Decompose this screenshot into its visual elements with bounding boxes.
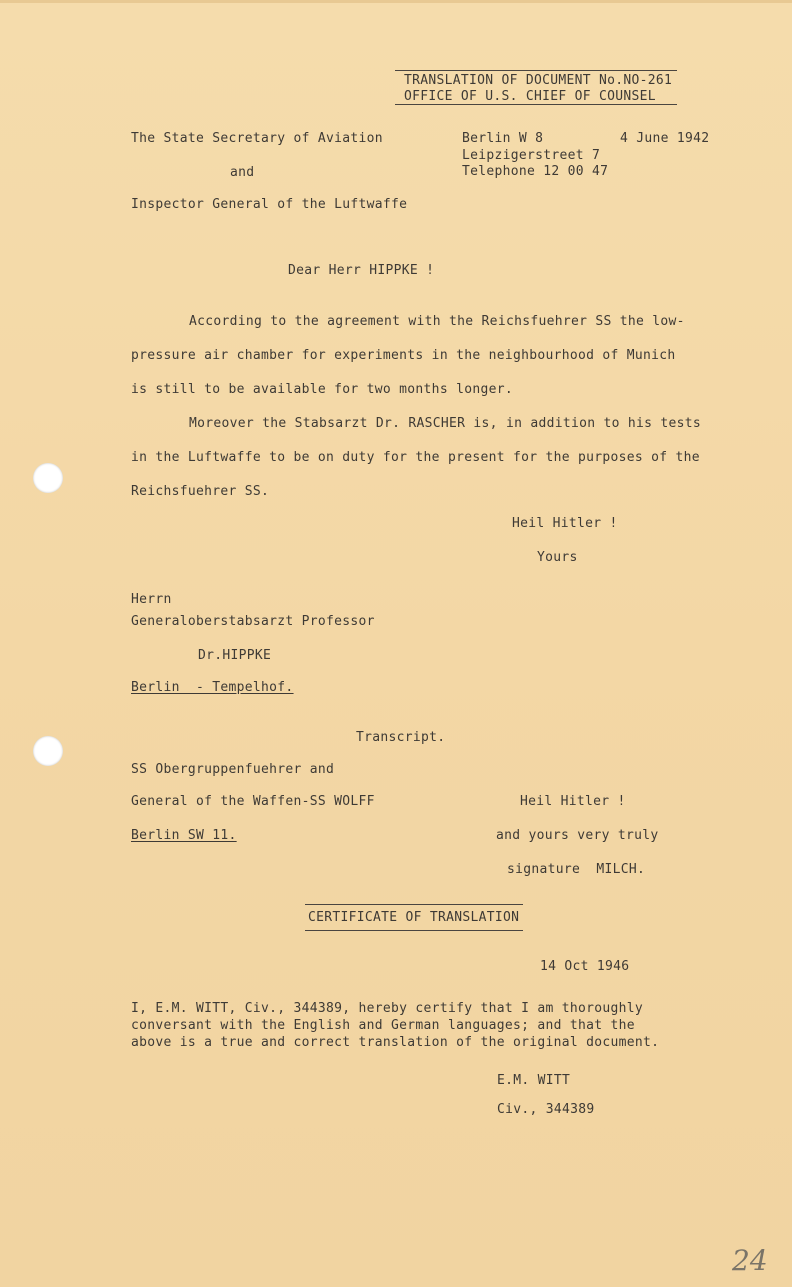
closing-yours: Yours — [537, 550, 578, 565]
address-street: Leipzigerstreet 7 — [462, 148, 601, 163]
closing2-greeting: Heil Hitler ! — [520, 794, 626, 809]
certificate-bottom-rule — [305, 930, 523, 931]
body-p1-line-2: pressure air chamber for experiments in the neighbourhood of Munich — [131, 348, 676, 363]
punch-hole-bottom — [33, 736, 63, 766]
address-city: Berlin W 8 — [462, 131, 544, 146]
header-top-rule — [395, 70, 677, 71]
body-p2-line-2: in the Luftwaffe to be on duty for the present for the purposes of the — [131, 450, 700, 465]
certificate-signer-id: Civ., 344389 — [497, 1102, 595, 1117]
sender-line-2: and — [230, 165, 255, 180]
certificate-text-line-1: I, E.M. WITT, Civ., 344389, hereby certify that I am thoroughly — [131, 1001, 643, 1016]
body-p1-line-1: According to the agreement with the Reichsfuehrer SS the low- — [189, 314, 685, 329]
copy-to-line-2: General of the Waffen-SS WOLFF — [131, 794, 375, 809]
letter-date: 4 June 1942 — [620, 131, 710, 146]
body-p2-line-1: Moreover the Stabsarzt Dr. RASCHER is, in addition to his tests — [189, 416, 701, 431]
recipient-line-4: Berlin - Tempelhof. — [131, 680, 294, 695]
salutation: Dear Herr HIPPKE ! — [288, 263, 435, 278]
closing2-signature: signature MILCH. — [507, 862, 646, 877]
body-p1-line-3: is still to be available for two months longer. — [131, 382, 513, 397]
closing2-yours: and yours very truly — [496, 828, 659, 843]
copy-to-line-1: SS Obergruppenfuehrer and — [131, 762, 335, 777]
header-line-2: OFFICE OF U.S. CHIEF OF COUNSEL — [404, 89, 656, 104]
certificate-date: 14 Oct 1946 — [540, 959, 630, 974]
recipient-line-1: Herrn — [131, 592, 172, 607]
copy-to-line-3: Berlin SW 11. — [131, 828, 237, 843]
header-line-1: TRANSLATION OF DOCUMENT No.NO-261 — [404, 73, 673, 88]
certificate-text-line-2: conversant with the English and German languages; and that the — [131, 1018, 635, 1033]
page-number: 24 — [732, 1244, 768, 1277]
recipient-line-2: Generaloberstabsarzt Professor — [131, 614, 375, 629]
transcript-label: Transcript. — [356, 730, 446, 745]
certificate-title: CERTIFICATE OF TRANSLATION — [308, 910, 520, 925]
body-p2-line-3: Reichsfuehrer SS. — [131, 484, 270, 499]
sender-line-1: The State Secretary of Aviation — [131, 131, 383, 146]
closing-greeting: Heil Hitler ! — [512, 516, 618, 531]
certificate-text-line-3: above is a true and correct translation of the original document. — [131, 1035, 660, 1050]
certificate-top-rule — [305, 904, 523, 905]
certificate-signer-name: E.M. WITT — [497, 1073, 571, 1088]
recipient-line-3: Dr.HIPPKE — [198, 648, 272, 663]
address-phone: Telephone 12 00 47 — [462, 164, 609, 179]
page-edge — [0, 0, 792, 3]
sender-line-3: Inspector General of the Luftwaffe — [131, 197, 408, 212]
header-bottom-rule — [395, 104, 677, 105]
punch-hole-top — [33, 463, 63, 493]
